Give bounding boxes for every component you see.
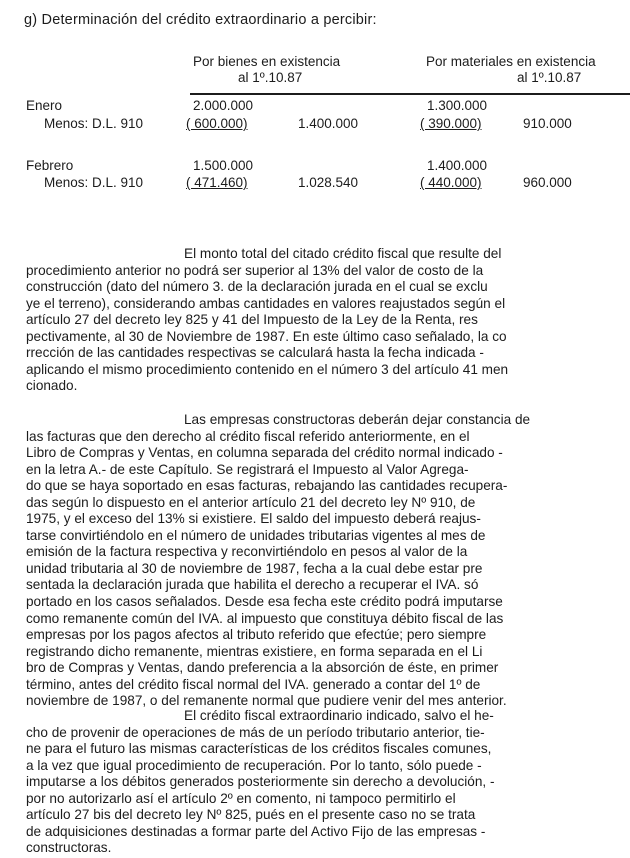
paragraph-line: construcción (dato del número 3. de la declaración jurada en el cual se exclu — [26, 279, 488, 295]
paragraph-line: a la vez que igual procedimiento de recuperación. Por lo tanto, sólo puede - — [26, 757, 482, 773]
paragraph-line: procedimiento anterior no podrá ser superior al 13% del valor de costo de la — [26, 262, 484, 278]
paragraph-line: Libro de Compras y Ventas, en columna separada del crédito normal indicado - — [26, 445, 503, 461]
row-less-label: Menos: D.L. 910 — [44, 175, 144, 190]
paragraph-line: imputarse a los débitos generados posteriormente sin derecho a devolución, - — [26, 774, 495, 790]
c2-amount: 1.400.000 — [427, 158, 488, 173]
paragraph-line: das según lo dispuesto en el anterior artículo 21 del decreto ley Nº 910, de — [26, 494, 476, 510]
row-less-label: Menos: D.L. 910 — [44, 116, 144, 131]
col2-header-line2: al 1º.10.87 — [517, 70, 582, 85]
paragraph-line: empresas por los pagos afectos al tributo referido que efectúe; pero siempre — [26, 627, 487, 643]
c2-less: ( 440.000) — [420, 175, 482, 190]
paragraph-line: rrección de las cantidades respectivas se calculará hasta la fecha indicada - — [26, 345, 484, 361]
paragraph-line: bro de Compras y Ventas, dando preferencia a la absorción de éste, en primer — [26, 660, 499, 676]
paragraph-line: aplicando el mismo procedimiento contenido en el número 3 del artículo 41 men — [26, 361, 509, 377]
paragraph-line: ye el terreno), considerando ambas cantidades en valores reajustados según el — [26, 295, 506, 311]
paragraph-line: El monto total del citado crédito fiscal que resulte del — [184, 246, 502, 261]
col1-header-line1: Por bienes en existencia — [193, 54, 341, 69]
paragraph-2 — [26, 412, 606, 710]
paragraph-line: tarse convirtiéndolo en el número de unidades tributarias vigentes al mes de — [26, 527, 486, 543]
c1-less: ( 600.000) — [186, 116, 248, 131]
c1-amount: 1.500.000 — [193, 158, 254, 173]
row-month: Enero — [26, 98, 63, 113]
paragraph-line: ne para el futuro las mismas características de los créditos fiscales comunes, — [26, 741, 492, 757]
c1-net: 1.400.000 — [298, 116, 359, 131]
c1-less: ( 471.460) — [186, 175, 248, 190]
paragraph-line: noviembre de 1987, o del remanente normal que pudiere venir del mes anterior. — [26, 693, 507, 709]
col2-header-line1: Por materiales en existencia — [426, 54, 596, 69]
paragraph-line: término, antes del crédito fiscal normal del IVA. generado a contar del 1º de — [26, 676, 481, 692]
paragraph-line: registrando dicho remanente, mientras existiere, en forma separada en el Li — [26, 643, 483, 659]
paragraph-1 — [26, 246, 606, 395]
c1-net: 1.028.540 — [298, 175, 359, 190]
c2-net: 910.000 — [523, 116, 572, 131]
row-month: Febrero — [26, 158, 74, 173]
paragraph-line: Las empresas constructoras deberán dejar constancia de — [184, 412, 531, 427]
paragraph-line: por no autorizarlo así el artículo 2º en comento, ni tampoco permitirlo el — [26, 790, 456, 806]
paragraph-line: cho de provenir de operaciones de más de un período tributario anterior, tie- — [26, 724, 485, 740]
paragraph-line: do que se haya soportado en esas facturas, rebajando las cantidades recupera- — [26, 478, 508, 494]
paragraph-line: 1975, y el exceso del 13% si existiere. El saldo del impuesto deberá reajus- — [26, 511, 481, 527]
c2-amount: 1.300.000 — [427, 98, 488, 113]
col1-header-line2: al 1º.10.87 — [238, 70, 303, 85]
paragraph-line: artículo 27 del decreto ley 825 y 41 del Impuesto de la Ley de la Renta, res — [26, 312, 478, 328]
paragraph-line: emisión de la factura respectiva y reconvirtiéndolo en pesos al valor de la — [26, 544, 468, 560]
paragraph-line: portado en los casos señalados. Desde esa fecha este crédito podrá imputarse — [26, 594, 503, 610]
paragraph-line: de adquisiciones destinadas a formar parte del Activo Fijo de las empresas - — [26, 823, 486, 839]
paragraph-line: como remanente común del IVA. al impuesto que constituya débito fiscal de las — [26, 610, 504, 626]
paragraph-line: en la letra A.- de este Capítulo. Se registrará el Impuesto al Valor Agrega- — [26, 461, 469, 477]
paragraph-line: cionado. — [26, 378, 78, 394]
section-heading: g) Determinación del crédito extraordinario a percibir: — [24, 12, 377, 28]
paragraph-3 — [26, 708, 606, 857]
c1-amount: 2.000.000 — [193, 98, 254, 113]
c2-net: 960.000 — [523, 175, 572, 190]
paragraph-line: las facturas que den derecho al crédito fiscal referido anteriormente, en el — [26, 428, 470, 444]
paragraph-line: pectivamente, al 30 de Noviembre de 1987. En este último caso señalado, la co — [26, 328, 507, 344]
paragraph-line: sentada la declaración jurada que habilita el derecho a recuperar el IVA. só — [26, 577, 479, 593]
paragraph-line: El crédito fiscal extraordinario indicado, salvo el he- — [184, 708, 494, 723]
paragraph-line: artículo 27 bis del decreto ley Nº 825, pués en el presente caso no se trata — [26, 807, 476, 823]
c2-less: ( 390.000) — [420, 116, 482, 131]
paragraph-line: constructoras. — [26, 840, 112, 856]
header-rule — [190, 93, 630, 95]
paragraph-line: unidad tributaria al 30 de noviembre de 1987, fecha a la cual debe estar pre — [26, 560, 483, 576]
